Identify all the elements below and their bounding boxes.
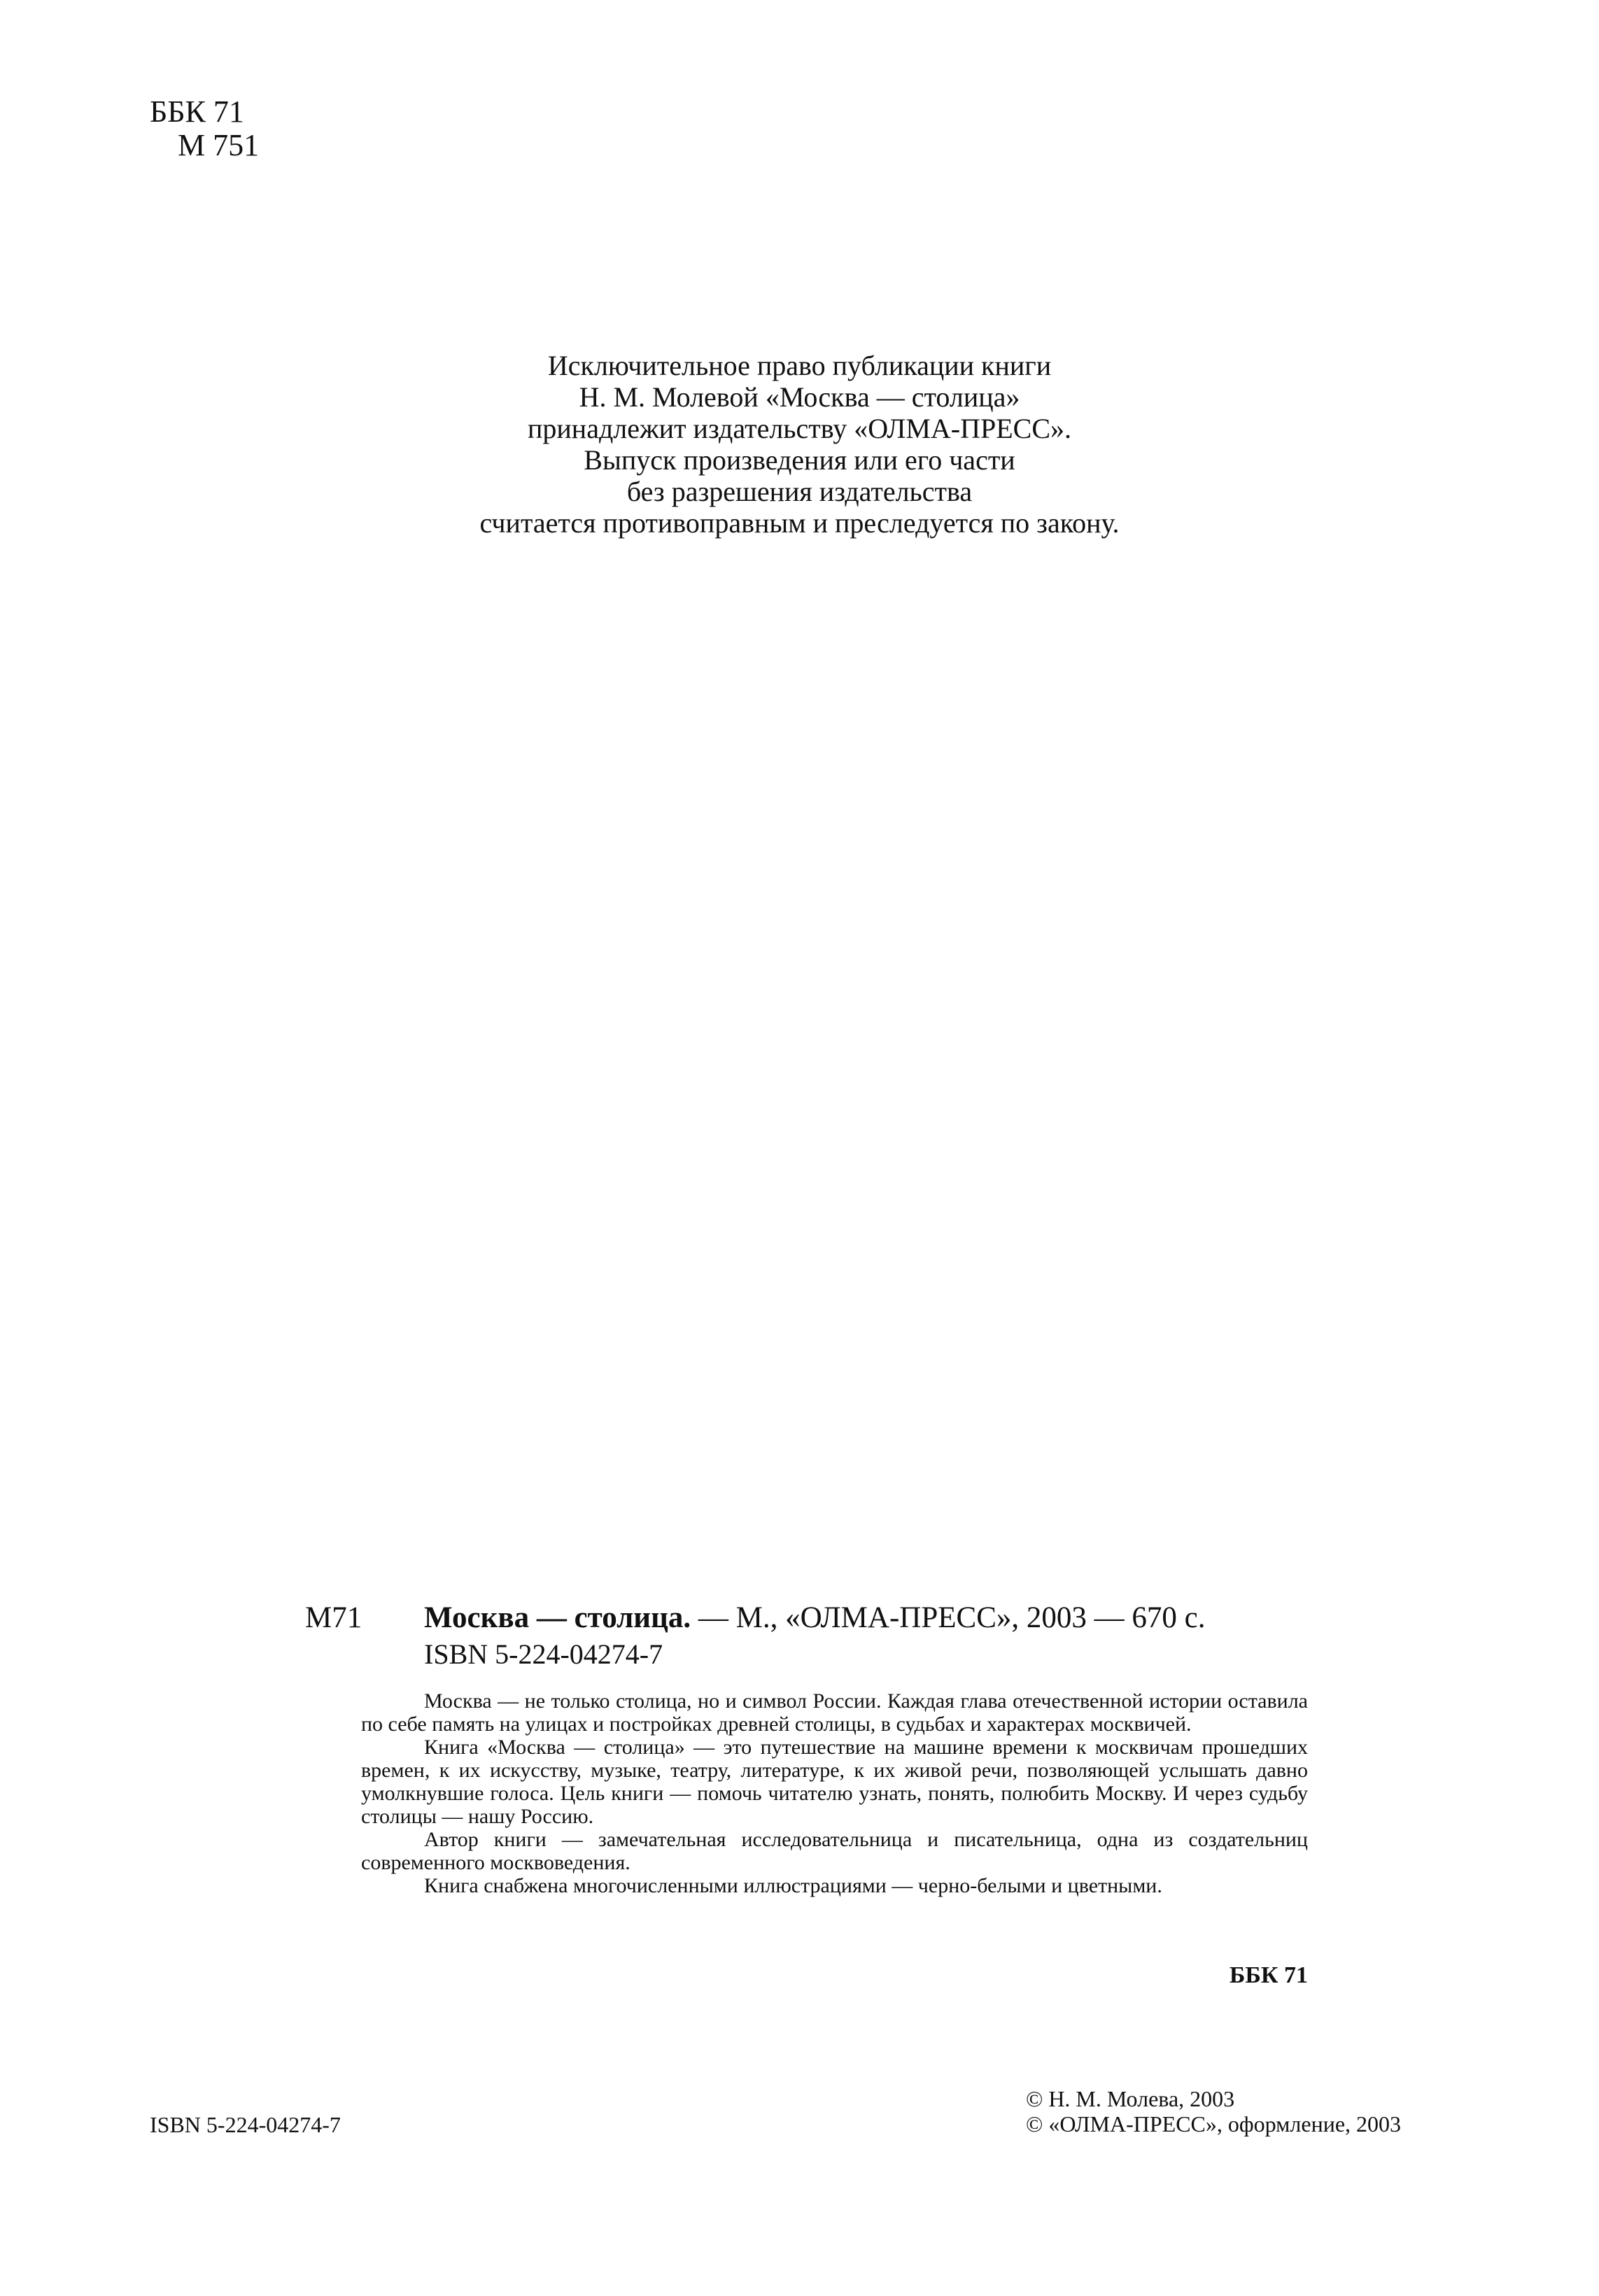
catalog-code: М71 bbox=[305, 1601, 362, 1634]
bbk-index-bottom: ББК 71 bbox=[1229, 1962, 1308, 1988]
rights-line: Н. М. Молевой «Москва — столица» bbox=[579, 381, 1020, 413]
annotation bbox=[361, 1689, 1308, 1897]
annotation-paragraph: Книга «Москва — столица» — это путешествие на машине времени к москвичам прошедших времен, к их искусству, музыке, театру, литературе, к их живой речи, позволяющей услышать давно умолкнувшие голоса. Цель книги — помочь читателю узнать, понять, полюбить Москву. И через судьбу столицы — нашу Россию. bbox=[361, 1736, 1308, 1828]
copyright-line: © Н. М. Молева, 2003 bbox=[1026, 2086, 1235, 2111]
rights-line: без разрешения издательства bbox=[626, 476, 973, 507]
bbk-index-top bbox=[150, 95, 259, 162]
annotation-paragraph: Автор книги — замечательная исследовательница и писательница, одна из создательниц современного москвоведения. bbox=[361, 1828, 1308, 1874]
rights-line: Выпуск произведения или его части bbox=[584, 444, 1015, 476]
catalog-isbn: ISBN 5-224-04274-7 bbox=[424, 1638, 663, 1670]
rights-line: считается противоправным и преследуется по закону. bbox=[479, 507, 1120, 539]
annotation-paragraph: Книга снабжена многочисленными иллюстрациями — черно-белыми и цветными. bbox=[424, 1874, 1162, 1897]
rights-notice bbox=[0, 350, 1599, 539]
bbk-code: ББК 71 bbox=[150, 94, 244, 129]
copyright-notices bbox=[1026, 2086, 1401, 2136]
catalog-entry bbox=[424, 1601, 1205, 1636]
book-title: Москва — столица. bbox=[424, 1601, 691, 1634]
isbn-footer: ISBN 5-224-04274-7 bbox=[150, 2112, 341, 2137]
rights-line: Исключительное право публикации книги bbox=[547, 350, 1052, 381]
imprint: — М., «ОЛМА-ПРЕСС», 2003 — 670 с. bbox=[691, 1601, 1206, 1634]
rights-line: принадлежит издательству «ОЛМА-ПРЕСС». bbox=[527, 413, 1072, 444]
annotation-paragraph: Москва — не только столица, но и символ России. Каждая глава отечественной истории оставила по себе память на улицах и постройках древней столицы, в судьбах и характерах москвичей. bbox=[361, 1689, 1308, 1736]
author-mark: М 751 bbox=[178, 128, 260, 162]
copyright-line: © «ОЛМА-ПРЕСС», оформление, 2003 bbox=[1026, 2111, 1402, 2136]
